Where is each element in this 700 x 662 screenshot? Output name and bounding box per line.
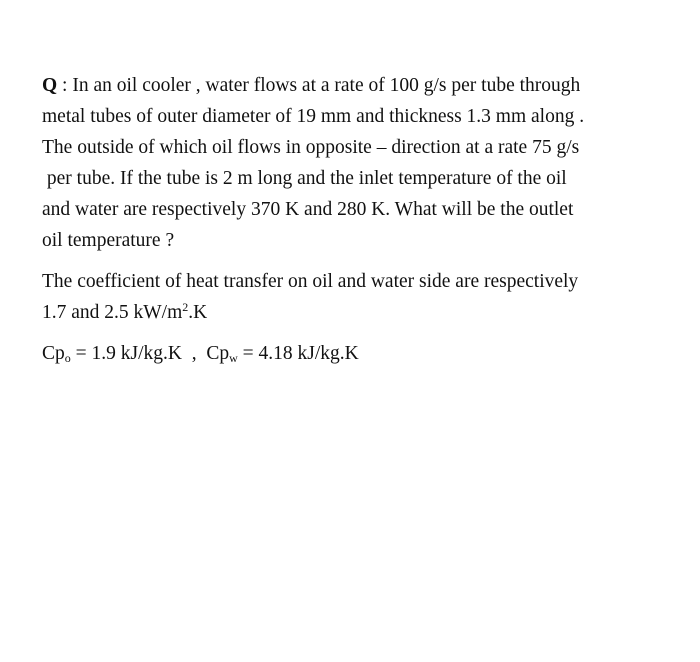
question-block (42, 70, 678, 256)
question-line-5: and water are respectively 370 K and 280 K. What will be the outlet (42, 199, 574, 220)
question-line-3: The outside of which oil flows in opposite – direction at a rate 75 g/s (42, 137, 580, 158)
coefficients-line-2 (42, 297, 678, 328)
question-line-4: per tube. If the tube is 2 m long and the inlet temperature of the oil (42, 168, 567, 189)
problem-document (42, 70, 678, 369)
question-text-1: : In an oil cooler , water flows at a rate of 100 g/s per tube through (57, 75, 581, 96)
cp-water-subscript: w (229, 351, 238, 365)
cp-oil-subscript: o (64, 351, 71, 365)
cp-oil-value: = 1.9 kJ/kg.K , (70, 343, 207, 364)
cp-oil-symbol: Cp (42, 343, 65, 364)
cp-water-value: = 4.18 kJ/kg.K (237, 343, 359, 364)
coefficients-block (42, 266, 678, 328)
coefficients-values: 1.7 and 2.5 kW/m (42, 302, 183, 323)
squared-superscript: 2 (182, 300, 189, 314)
cp-water-symbol: Cp (206, 343, 230, 364)
question-line-6: oil temperature ? (42, 230, 175, 251)
specific-heats-line (42, 338, 678, 369)
question-line-1 (42, 70, 678, 101)
question-line-2: metal tubes of outer diameter of 19 mm and thickness 1.3 mm along . (42, 106, 585, 127)
coefficients-unit-suffix: .K (188, 302, 208, 323)
question-label: Q (42, 75, 58, 96)
coefficients-line-1: The coefficient of heat transfer on oil and water side are respectively (42, 271, 579, 292)
